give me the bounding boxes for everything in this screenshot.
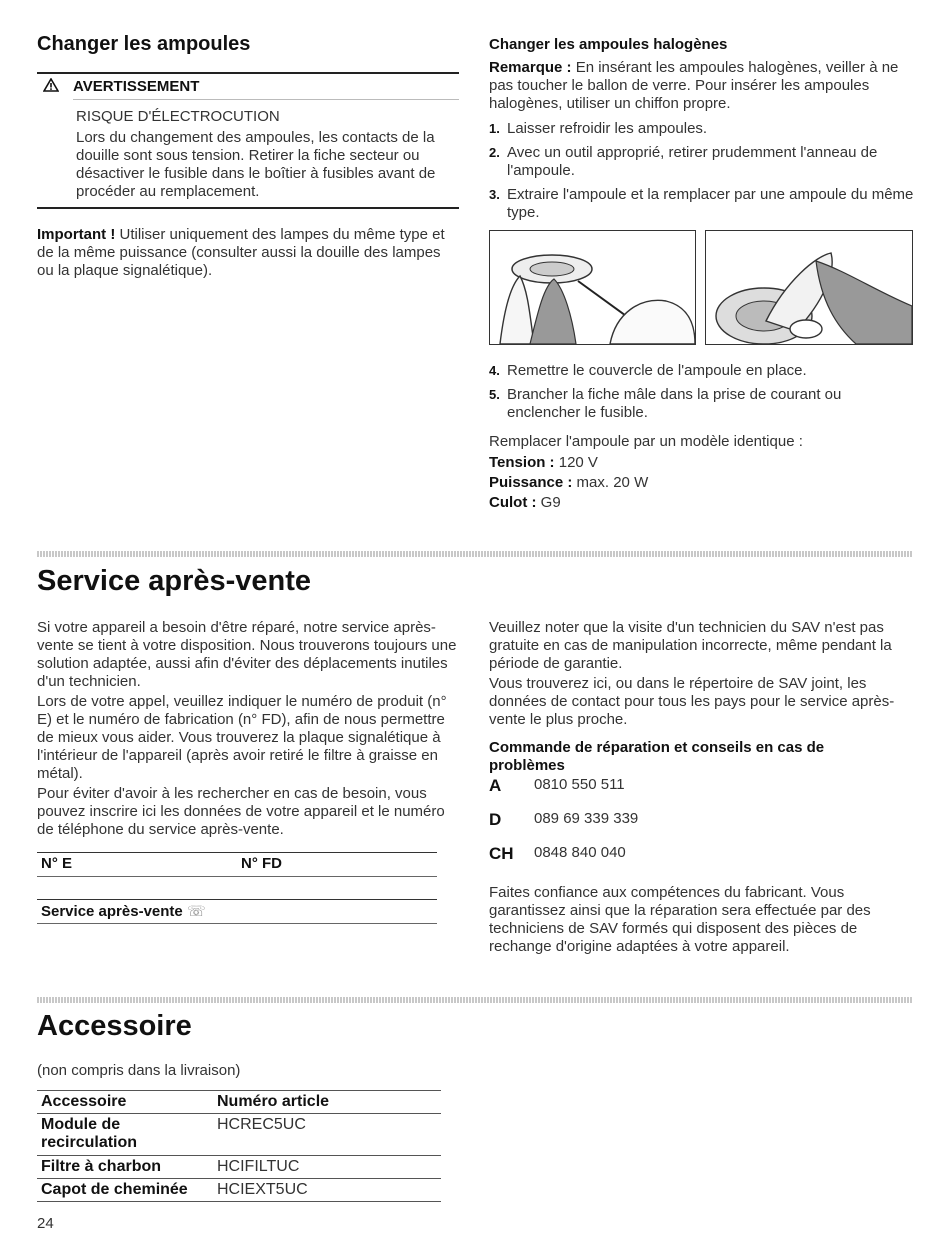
spec-culot: Culot : G9: [489, 494, 561, 511]
warning-subtitle: RISQUE D'ÉLECTROCUTION: [76, 108, 280, 125]
table-body: [38, 1157, 442, 1177]
spec-puissance: Puissance : max. 20 W: [489, 474, 649, 491]
important-note: [37, 226, 461, 280]
section-separator: [37, 997, 913, 1003]
phone-icon: ☏: [186, 903, 206, 920]
section-heading-service: Service après-vente: [37, 565, 312, 597]
column-header: Numéro article: [217, 1093, 330, 1110]
phone-row-ch: CH 0848 840 040: [489, 844, 626, 863]
paragraph: Pour éviter d'avoir à les rechercher en cas de besoin, vous pouvez inscrire ici les données de votre appareil et le numéro de téléphone du service après-vente.: [37, 785, 445, 838]
list-item: 1. Laisser refroidir les ampoules.: [489, 120, 708, 137]
closing-text: Faites confiance aux compétences du fabricant. Vous garantissez ainsi que la réparation sera effectuée par des techniciens de SAV formés qui disposent des pièces de rechange d'origine adaptées à votre appareil.: [489, 884, 871, 955]
remarque-note: [489, 59, 914, 113]
section-heading-changer-ampoules: Changer les ampoules: [37, 33, 251, 55]
warning-title: AVERTISSEMENT: [73, 78, 200, 95]
table-row: Filtre à charbon HCIFILTUC: [41, 1158, 300, 1175]
service-left-text: [37, 619, 459, 839]
divider: [37, 1113, 441, 1114]
form-label-ne: N° E: [41, 855, 73, 872]
warning-text: Lors du changement des ampoules, les contacts de la douille sont sous tension. Retirer la fiche secteur ou désactiver le fusible dans le boîtier à fusibles avant de procéder au remplacement.: [76, 129, 436, 200]
form-label-nfd: N° FD: [241, 855, 282, 872]
paragraph: Si votre appareil a besoin d'être réparé, notre service après-vente se tient à votre disposition. Nous trouverons toujours une solution adaptée, aussi afin d'éviter des déplacements inutiles d'un technicien.: [37, 619, 457, 690]
commande-heading: Commande de réparation et conseils en cas de problèmes: [489, 739, 825, 774]
divider: [37, 1178, 441, 1179]
list-item: 2. Avec un outil approprié, retirer prudemment l'anneau de l'ampoule.: [489, 144, 878, 179]
divider: [37, 852, 437, 853]
page-number: 24: [37, 1215, 54, 1232]
phone-row-a: A 0810 550 511: [489, 776, 625, 795]
divider: [37, 899, 437, 900]
replace-text: Remplacer l'ampoule par un modèle identique :: [489, 433, 803, 450]
important-text: Utiliser uniquement des lampes du même type et de la même puissance (consulter aussi la douille des lampes ou la plaque signalétique).: [37, 226, 445, 279]
divider: [37, 1090, 441, 1091]
illustration-remove-ring: [489, 230, 696, 345]
section-heading-accessoire: Accessoire: [37, 1010, 192, 1042]
list-item: 4. Remettre le couvercle de l'ampoule en place.: [489, 362, 807, 379]
section-separator: [37, 551, 913, 557]
table-row: Module de recirculation HCREC5UC: [41, 1116, 306, 1151]
table-header-row: [38, 1092, 442, 1112]
divider: [73, 99, 459, 100]
service-right-text: [489, 619, 914, 729]
warning-icon: [43, 78, 59, 97]
list-item: 3. Extraire l'ampoule et la remplacer par une ampoule du même type.: [489, 186, 914, 221]
divider: [37, 876, 437, 877]
phone-row-d: D 089 69 339 339: [489, 810, 639, 829]
divider: [37, 72, 459, 74]
divider: [37, 923, 437, 924]
paragraph: Veuillez noter que la visite d'un technicien du SAV n'est pas gratuite en cas de manipulation incorrecte, même pendant la période de garantie.: [489, 619, 892, 672]
table-body: [38, 1180, 442, 1200]
column-header: Accessoire: [41, 1093, 127, 1110]
illustration-extract-bulb: [705, 230, 913, 345]
specs-list: [489, 453, 914, 513]
phone-list: [489, 776, 789, 878]
list-item: 5. Brancher la fiche mâle dans la prise de courant ou enclencher le fusible.: [489, 386, 842, 421]
steps-list-b: [489, 362, 914, 422]
paragraph: Vous trouverez ici, ou dans le répertoire de SAV joint, les données de contact pour tous les pays pour le service après-vente le plus proche.: [489, 675, 895, 728]
divider: [37, 207, 459, 209]
subheading-halogenes: Changer les ampoules halogènes: [489, 36, 728, 53]
paragraph: Lors de votre appel, veuillez indiquer le numéro de produit (n° E) et le numéro de fabrication (n° FD), afin de nous permettre de mieux vous aider. Vous trouverez la plaque signalétique à l'intérieur de l'appareil (après avoir retiré le filtre à graisse en métal).: [37, 693, 447, 782]
accessoire-note: (non compris dans la livraison): [37, 1062, 241, 1079]
spec-tension: Tension : 120 V: [489, 454, 598, 471]
table-body: [38, 1115, 442, 1155]
remarque-label: Remarque :: [489, 59, 572, 76]
steps-list-a: [489, 120, 914, 222]
accessoire-table: [38, 1092, 442, 1112]
important-label: Important !: [37, 226, 116, 243]
remarque-text: En insérant les ampoules halogènes, veiller à ne pas toucher le ballon de verre. Pour insérer les ampoules halogènes, utiliser un chiffon propre.: [489, 59, 899, 112]
form-label-service: Service après-vente ☏: [41, 903, 206, 920]
table-row: Capot de cheminée HCIEXT5UC: [41, 1181, 308, 1198]
divider: [37, 1201, 441, 1202]
divider: [37, 1155, 441, 1156]
